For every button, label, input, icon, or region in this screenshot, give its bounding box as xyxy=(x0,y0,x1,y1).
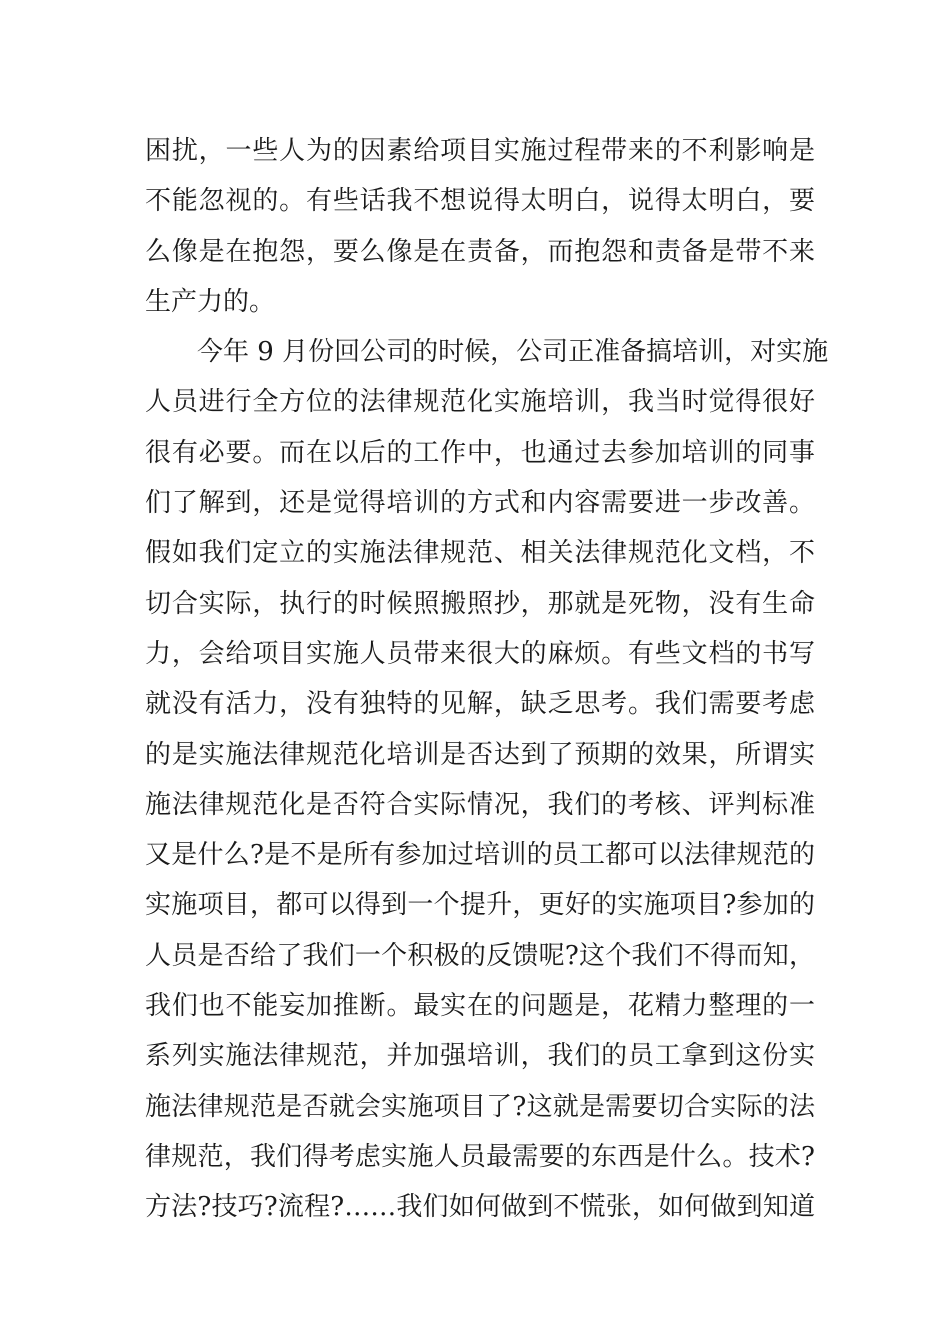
text-line: 施法律规范是否就会实施项目了?这就是需要切合实际的法 xyxy=(145,1091,815,1122)
text-line: 的是实施法律规范化培训是否达到了预期的效果，所谓实 xyxy=(145,739,815,770)
text-line: 人员是否给了我们一个积极的反馈呢?这个我们不得而知， xyxy=(145,940,815,971)
text-line: 又是什么?是不是所有参加过培训的员工都可以法律规范的 xyxy=(145,840,815,871)
paragraph-first-line: 今年 9 月份回公司的时候，公司正准备搞培训，对实施 xyxy=(197,337,829,368)
text-line: 律规范，我们得考虑实施人员最需要的东西是什么。技术? xyxy=(145,1141,815,1172)
text-line: 方法?技巧?流程?……我们如何做到不慌张，如何做到知道 xyxy=(145,1192,815,1223)
text-line: 我们也不能妄加推断。最实在的问题是，花精力整理的一 xyxy=(145,991,815,1022)
text-line: 人员进行全方位的法律规范化实施培训，我当时觉得很好 xyxy=(145,387,815,418)
text-line: 么像是在抱怨，要么像是在责备，而抱怨和责备是带不来 xyxy=(145,236,815,267)
text-line: 切合实际，执行的时候照搬照抄，那就是死物，没有生命 xyxy=(145,588,815,619)
text-line: 很有必要。而在以后的工作中，也通过去参加培训的同事 xyxy=(145,437,815,468)
text-line: 实施项目，都可以得到一个提升，更好的实施项目?参加的 xyxy=(145,890,815,921)
text-line: 力，会给项目实施人员带来很大的麻烦。有些文档的书写 xyxy=(145,638,815,669)
text-line: 假如我们定立的实施法律规范、相关法律规范化文档，不 xyxy=(145,538,815,569)
text-line: 施法律规范化是否符合实际情况，我们的考核、评判标准 xyxy=(145,789,815,820)
text-line: 不能忽视的。有些话我不想说得太明白，说得太明白，要 xyxy=(145,186,815,217)
text-line: 生产力的。 xyxy=(145,286,276,317)
text-line: 困扰，一些人为的因素给项目实施过程带来的不利影响是 xyxy=(145,136,815,166)
text-line: 就没有活力，没有独特的见解，缺乏思考。我们需要考虑 xyxy=(145,689,815,720)
text-line: 系列实施法律规范，并加强培训，我们的员工拿到这份实 xyxy=(145,1041,815,1072)
text-line: 们了解到，还是觉得培训的方式和内容需要进一步改善。 xyxy=(145,488,815,519)
body-text xyxy=(145,126,829,1233)
